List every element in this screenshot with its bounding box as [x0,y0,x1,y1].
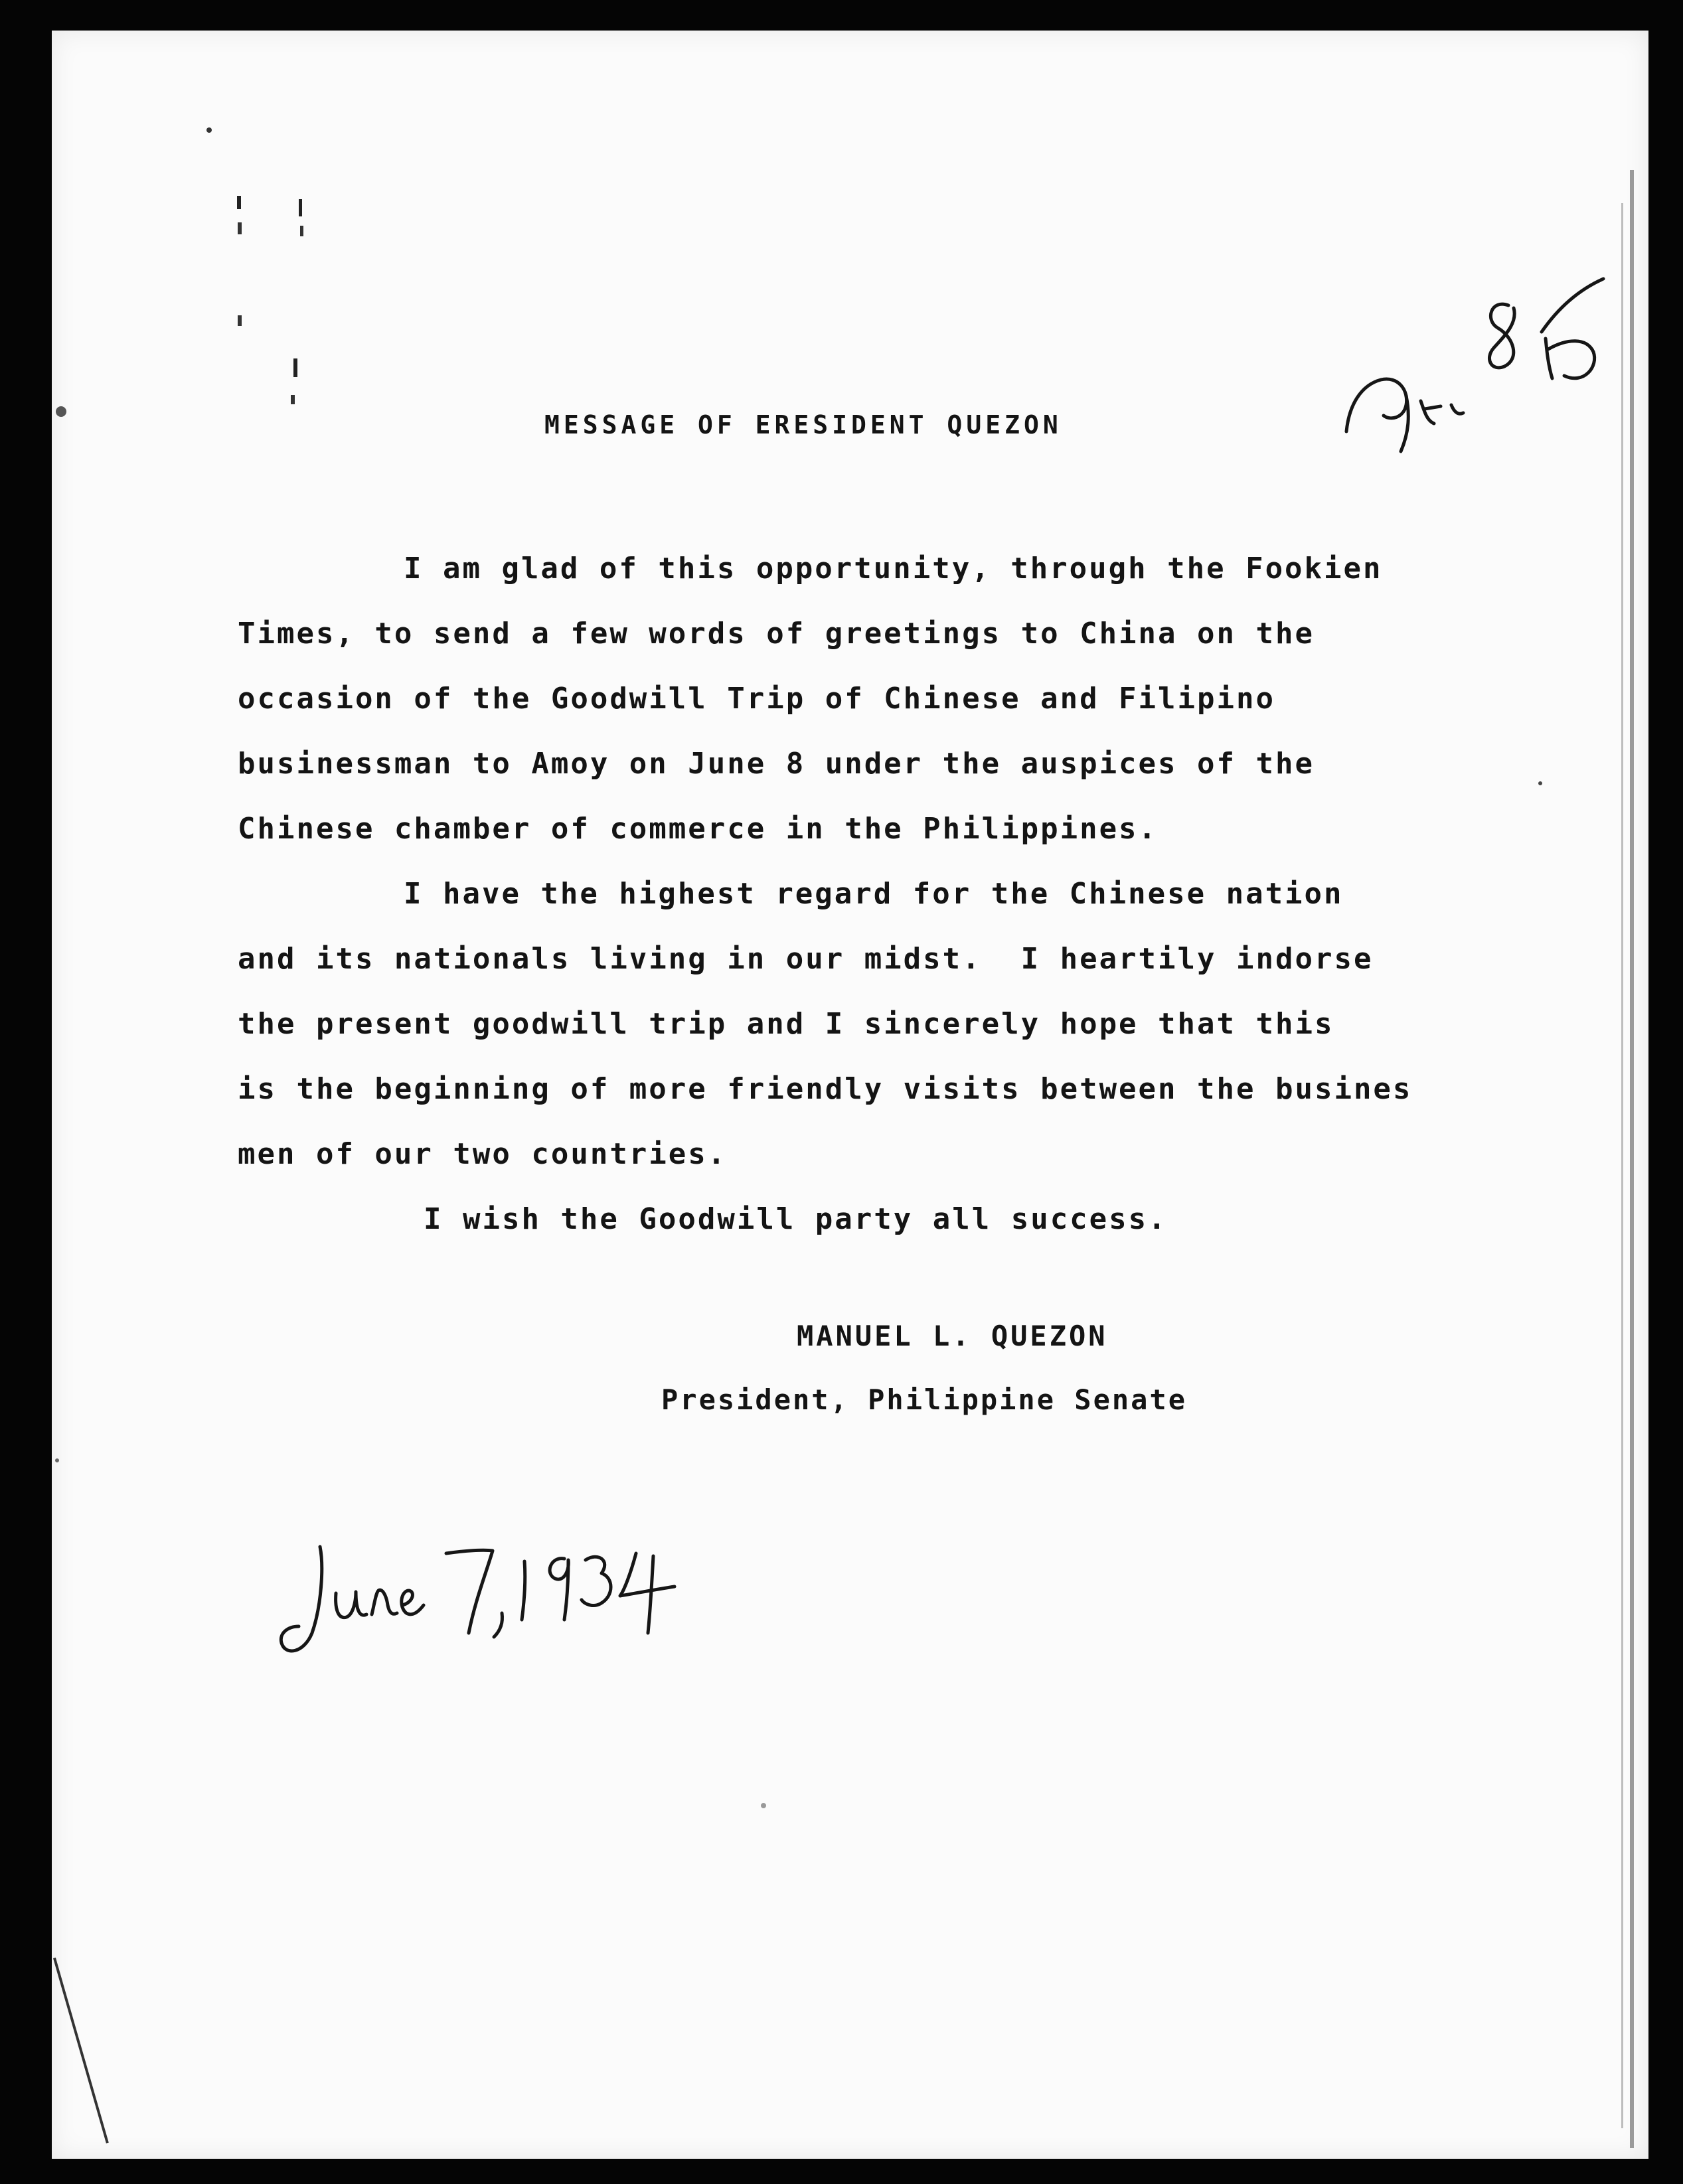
body-line: occasion of the Goodwill Trip of Chinese and Filipino [238,682,1275,716]
body-line: the present goodwill trip and I sincerely hope that this [238,1007,1334,1041]
signature-name: MANUEL L. QUEZON [797,1320,1108,1352]
body-line: businessman to Amoy on June 8 under the auspices of the [238,747,1315,781]
signature-title: President, Philippine Senate [661,1383,1188,1416]
body-line: I wish the Goodwill party all success. [424,1202,1168,1236]
body-line: and its nationals living in our midst. I heartily indorse [238,942,1374,976]
body-line: men of our two countries. [238,1137,728,1171]
body-line: Chinese chamber of commerce in the Philippines. [238,812,1159,846]
body-line: is the beginning of more friendly visits between the busines [238,1072,1413,1106]
body-line: I am glad of this opportunity, through the Fookien [404,552,1383,585]
body-line: I have the highest regard for the Chinese nation [404,877,1344,911]
body-line: Times, to send a few words of greetings to China on the [238,617,1315,651]
document-title: MESSAGE OF ERESIDENT QUEZON [544,410,1062,439]
